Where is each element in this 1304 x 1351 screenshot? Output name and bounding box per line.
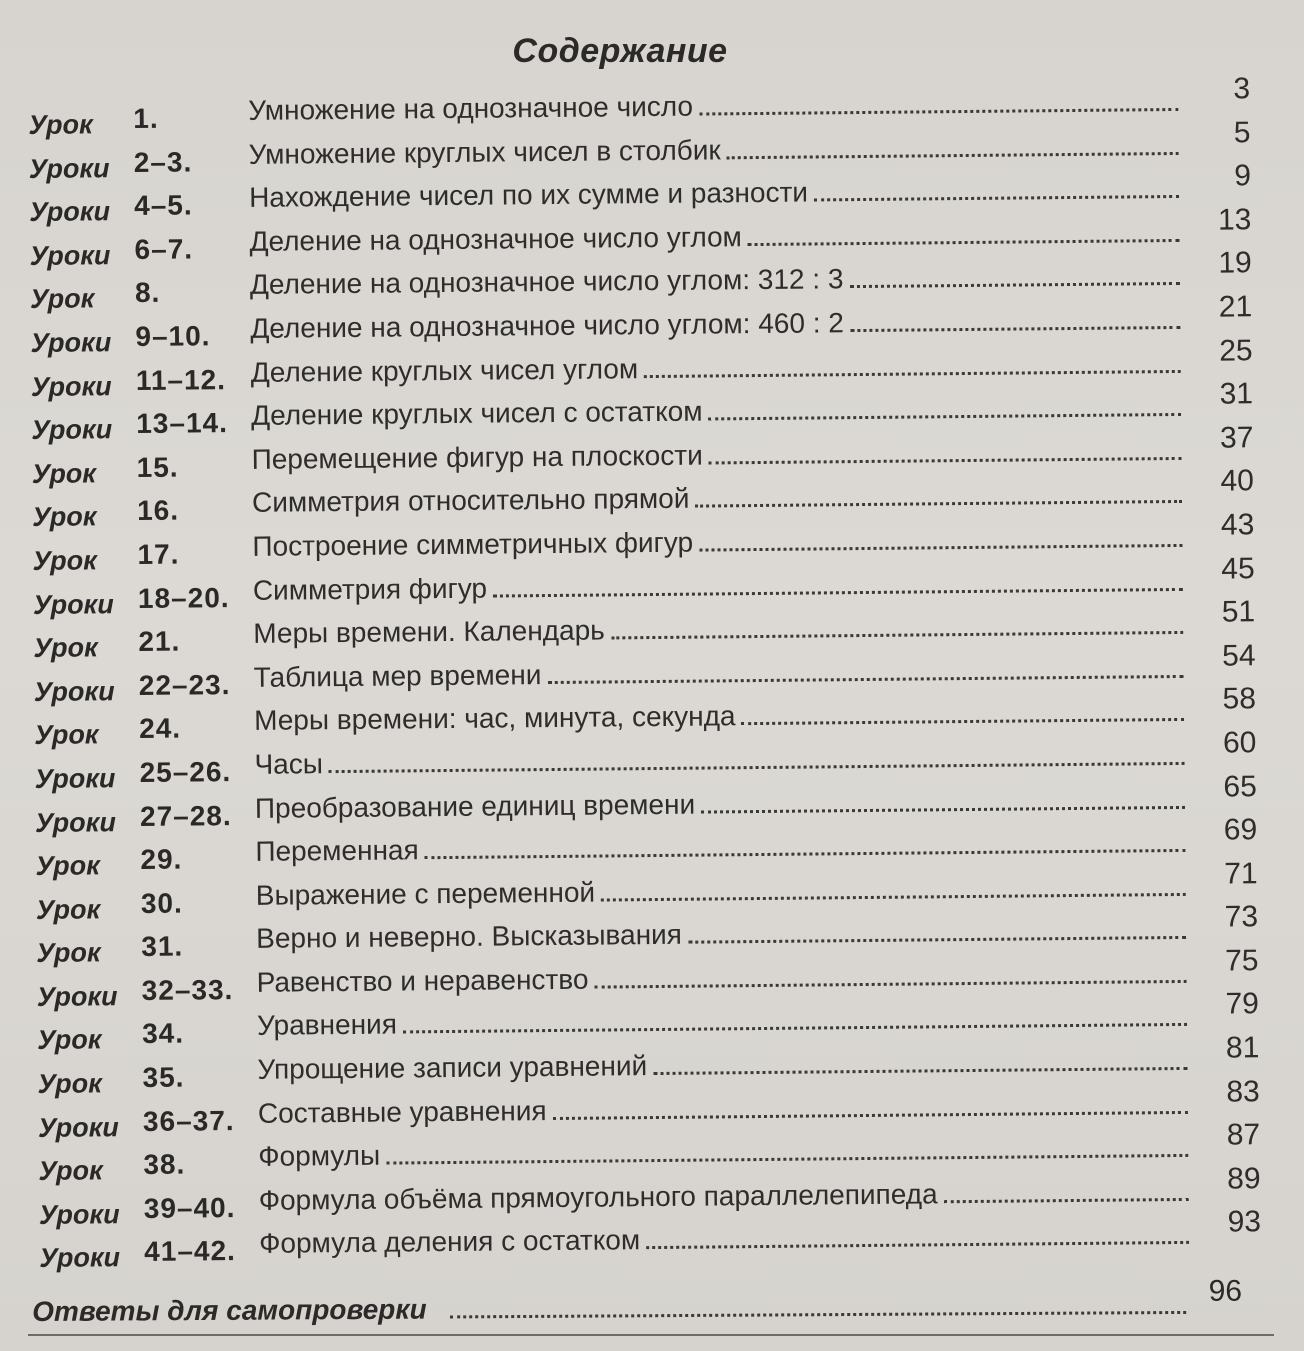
dot-leader (552, 1093, 1187, 1120)
lesson-title: Построение симметричных фигур (252, 526, 694, 562)
lesson-title: Формула объёма прямоугольного параллелепипеда (258, 1178, 938, 1216)
lesson-kind: Урок (32, 545, 98, 576)
lesson-title: Перемещение фигур на плоскости (251, 439, 703, 475)
lesson-kind: Урок (37, 1068, 103, 1100)
dot-leader (329, 744, 1185, 773)
table-of-contents (28, 72, 1279, 1274)
lesson-kind: Уроки (34, 806, 117, 838)
lesson-number: 4–5. (134, 189, 193, 222)
page-number: 65 (1223, 769, 1257, 804)
page-number: 40 (1220, 464, 1255, 498)
page-title: Содержание (512, 32, 728, 70)
lesson-number: 32–33. (141, 973, 234, 1006)
page-number: 3 (1233, 72, 1251, 106)
page-number: 75 (1224, 944, 1259, 978)
lesson-kind: Уроки (38, 1199, 120, 1230)
dot-leader (849, 264, 1180, 288)
dot-leader (688, 918, 1186, 944)
dot-leader (814, 177, 1179, 202)
page-number: 89 (1227, 1162, 1261, 1196)
page-number: 25 (1219, 333, 1253, 368)
lesson-title: Деление круглых чисел с остатком (251, 395, 703, 432)
lesson-number: 29. (140, 843, 183, 876)
lesson-number: 35. (142, 1061, 185, 1094)
lesson-title: Деление на однозначное число углом: 460 : 2 (250, 307, 845, 344)
lesson-kind: Уроки (29, 196, 111, 228)
lesson-title: Верно и неверно. Высказывания (256, 919, 683, 955)
lesson-title: Равенство и неравенство (256, 963, 589, 998)
dot-leader (701, 787, 1185, 813)
dot-leader (547, 657, 1183, 684)
lesson-kind: Урок (33, 632, 98, 664)
lesson-number: 13–14. (136, 407, 229, 440)
lesson-kind: Урок (35, 894, 101, 925)
page-number: 5 (1233, 115, 1251, 150)
lesson-title: Таблица мер времени (253, 658, 542, 693)
page-number: 69 (1223, 813, 1258, 847)
toc-entry-answers (32, 1274, 1272, 1327)
dot-leader (403, 1005, 1187, 1034)
dot-leader (646, 1223, 1189, 1249)
lesson-kind: Уроки (30, 327, 112, 358)
dot-leader (611, 613, 1184, 639)
page-number: 60 (1222, 726, 1257, 760)
dot-leader (601, 875, 1186, 902)
page-number: 45 (1221, 551, 1255, 586)
lesson-title: Составные уравнения (257, 1094, 547, 1129)
answers-page-number: 96 (1208, 1274, 1243, 1308)
lesson-number: 9–10. (135, 320, 211, 352)
lesson-kind: Уроки (33, 675, 115, 707)
lesson-kind: Урок (38, 1155, 103, 1187)
lesson-title: Симметрия фигур (252, 572, 488, 606)
lesson-kind: Урок (31, 458, 97, 489)
lesson-number: 39–40. (143, 1191, 236, 1224)
lesson-kind: Урок (32, 501, 97, 533)
lesson-title: Умножение круглых чисел в столбик (248, 133, 721, 170)
dot-leader (425, 831, 1186, 859)
page-number: 19 (1218, 246, 1252, 280)
page-number: 83 (1226, 1074, 1260, 1109)
dot-leader (594, 962, 1186, 989)
lesson-number: 38. (143, 1148, 186, 1181)
page-number: 13 (1217, 203, 1252, 237)
page-number: 9 (1234, 159, 1252, 193)
lesson-number: 16. (136, 494, 180, 527)
dot-leader (386, 1136, 1188, 1165)
lesson-kind: Уроки (37, 1111, 119, 1143)
lesson-title: Уравнения (256, 1008, 398, 1042)
lesson-number: 34. (141, 1018, 185, 1050)
lesson-title: Деление на однозначное число углом: 312 : 3 (249, 263, 844, 301)
dot-leader (850, 308, 1181, 332)
page-number: 79 (1225, 987, 1260, 1022)
lesson-number: 31. (141, 930, 184, 963)
dot-leader (708, 395, 1181, 421)
lesson-kind: Уроки (29, 239, 111, 271)
lesson-number: 27–28. (139, 799, 232, 832)
dot-leader (699, 90, 1178, 116)
page-number: 81 (1225, 1031, 1260, 1065)
page-number: 87 (1226, 1118, 1261, 1152)
answers-label: Ответы для самопроверки (32, 1293, 427, 1327)
lesson-kind: Урок (34, 719, 99, 751)
lesson-kind: Урок (37, 1024, 102, 1056)
page-number: 21 (1218, 290, 1253, 324)
lesson-kind: Урок (28, 109, 93, 140)
lesson-title: Упрощение записи уравнений (257, 1050, 648, 1085)
bottom-rule (28, 1334, 1274, 1336)
lesson-number: 2–3. (133, 146, 193, 178)
lesson-title: Нахождение чисел по их сумме и разности (248, 176, 809, 214)
lesson-title: Деление на однозначное число углом (249, 220, 742, 257)
lesson-number: 24. (139, 712, 182, 745)
dot-leader (944, 1180, 1189, 1203)
lesson-number: 36–37. (142, 1104, 235, 1137)
page-number: 73 (1224, 900, 1259, 934)
lesson-kind: Урок (35, 850, 100, 882)
lesson-number: 30. (140, 887, 183, 919)
lesson-title: Часы (254, 748, 324, 780)
dot-leader (450, 1299, 1186, 1318)
lesson-number: 1. (133, 102, 159, 134)
lesson-title: Деление круглых чисел углом (250, 352, 639, 388)
lesson-title: Умножение на однозначное число (248, 90, 694, 126)
lesson-number: 8. (134, 277, 161, 309)
lesson-title-line (259, 1219, 1189, 1264)
dot-leader (493, 569, 1183, 597)
lesson-title: Меры времени: час, минута, секунда (253, 700, 736, 737)
lesson-number: 11–12. (135, 363, 227, 396)
lesson-number: 15. (136, 451, 179, 483)
lesson-kind: Уроки (31, 414, 113, 446)
page-number: 31 (1219, 377, 1254, 411)
dot-leader (695, 482, 1182, 508)
dot-leader (699, 526, 1183, 552)
lesson-number: 25–26. (139, 755, 232, 788)
lesson-number: 18–20. (137, 581, 230, 614)
lesson-title: Переменная (255, 834, 419, 867)
lesson-number: 6–7. (134, 233, 194, 265)
page-number: 58 (1222, 682, 1257, 716)
lesson-title: Меры времени. Календарь (253, 614, 605, 649)
page-number: 51 (1221, 595, 1256, 629)
dot-leader (709, 439, 1182, 465)
page-number: 93 (1227, 1205, 1262, 1239)
lesson-number: 21. (138, 625, 181, 658)
page-number: 54 (1222, 638, 1256, 673)
lesson-number: 17. (137, 538, 180, 570)
dot-leader (653, 1049, 1187, 1075)
lesson-title: Формулы (258, 1139, 381, 1173)
page-number: 43 (1220, 508, 1255, 542)
dot-leader (748, 221, 1180, 246)
lesson-kind: Уроки (39, 1242, 121, 1274)
lesson-kind: Уроки (32, 588, 114, 620)
lesson-number: 41–42. (144, 1235, 237, 1268)
lesson-kind: Уроки (30, 370, 112, 402)
page-number: 37 (1219, 421, 1254, 455)
page-number: 71 (1224, 856, 1258, 891)
lesson-kind: Урок (36, 937, 101, 969)
lesson-kind: Урок (29, 283, 95, 315)
dot-leader (727, 134, 1179, 159)
lesson-kind: Уроки (36, 981, 118, 1012)
dot-leader (741, 700, 1184, 725)
lesson-title: Формула деления с остатком (258, 1224, 641, 1260)
lesson-title: Преобразование единиц времени (254, 788, 696, 824)
lesson-title: Симметрия относительно прямой (251, 483, 690, 519)
lesson-title: Выражение с переменной (255, 876, 596, 911)
dot-leader (644, 352, 1181, 378)
lesson-kind: Уроки (34, 763, 116, 794)
lesson-kind: Уроки (28, 152, 110, 184)
lesson-number: 22–23. (138, 668, 231, 701)
